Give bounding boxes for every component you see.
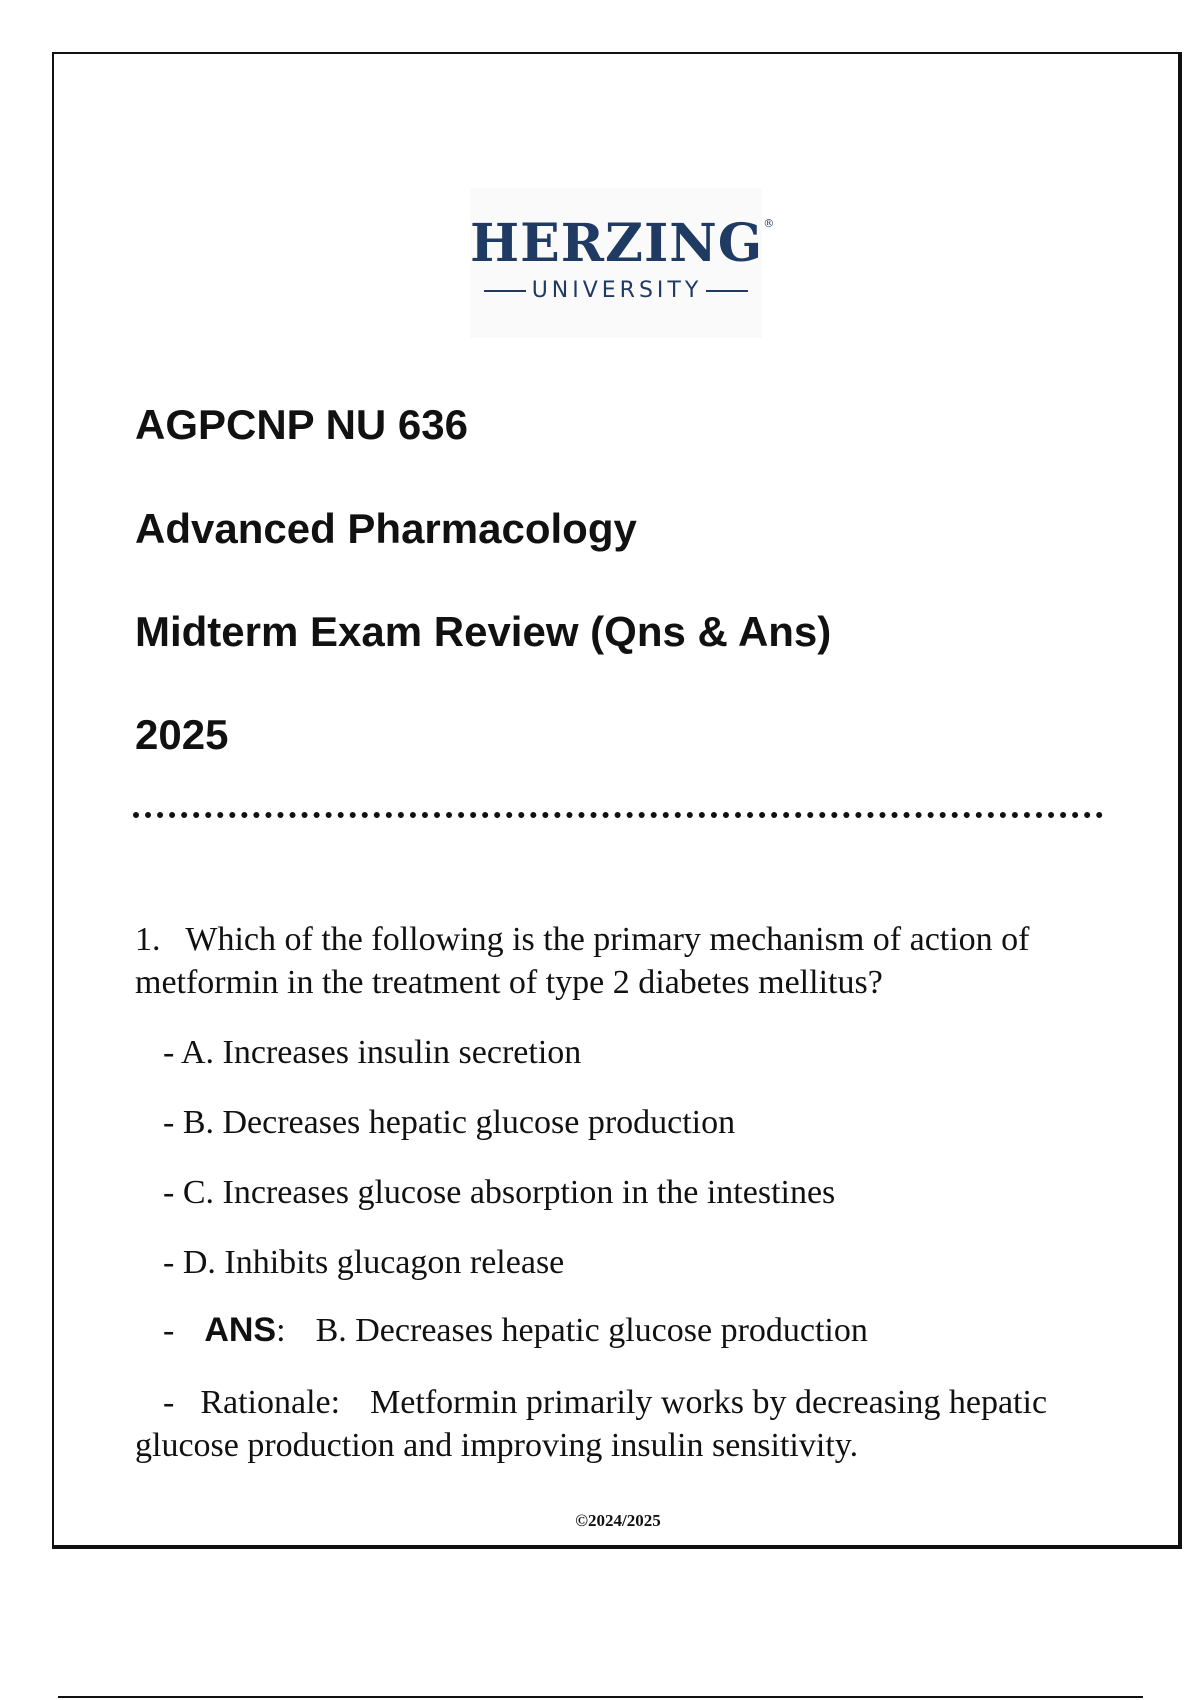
- rationale-text: Metformin primarily works by decreasing hepatic glucose production and improving insulin sensitivity.: [135, 1384, 1048, 1464]
- answer-dash: -: [163, 1312, 175, 1349]
- year-heading: 2025: [135, 711, 229, 758]
- question-number: 1.: [135, 921, 161, 958]
- bottom-rule: [58, 1696, 1143, 1698]
- rationale: [135, 1381, 1135, 1467]
- question-text: [135, 918, 1115, 1004]
- answer-text: B. Decreases hepatic glucose production: [315, 1312, 868, 1349]
- answer-colon: :: [276, 1312, 286, 1349]
- question-block: [135, 918, 1115, 1004]
- rationale-dash: -: [163, 1384, 175, 1421]
- course-title-heading: Advanced Pharmacology: [135, 505, 637, 552]
- rationale-label: Rationale:: [200, 1384, 341, 1421]
- question-body: Which of the following is the primary mechanism of action of metformin in the treatment of type 2 diabetes mellitus?: [135, 921, 1030, 1001]
- answer-line: [163, 1313, 868, 1348]
- option-b: - B. Decreases hepatic glucose production: [163, 1104, 736, 1141]
- answer-label: ANS: [204, 1311, 277, 1349]
- dotted-divider: [133, 812, 1103, 818]
- copyright-notice: ©2024/2025: [575, 1511, 661, 1530]
- option-a: - A. Increases insulin secretion: [163, 1034, 582, 1071]
- logo-subtitle: [470, 280, 762, 302]
- logo-rule-right: [706, 290, 748, 292]
- logo-rule-left: [484, 290, 526, 292]
- logo-subtitle-text: UNIVERSITY: [531, 278, 703, 303]
- document-type-heading: Midterm Exam Review (Qns & Ans): [135, 608, 832, 655]
- logo-name: HERZING®: [470, 213, 776, 274]
- registered-mark: ®: [763, 217, 776, 230]
- option-d: - D. Inhibits glucagon release: [163, 1244, 565, 1281]
- option-c: - C. Increases glucose absorption in the intestines: [163, 1174, 836, 1211]
- university-logo: [470, 188, 776, 338]
- course-code-heading: AGPCNP NU 636: [135, 401, 469, 448]
